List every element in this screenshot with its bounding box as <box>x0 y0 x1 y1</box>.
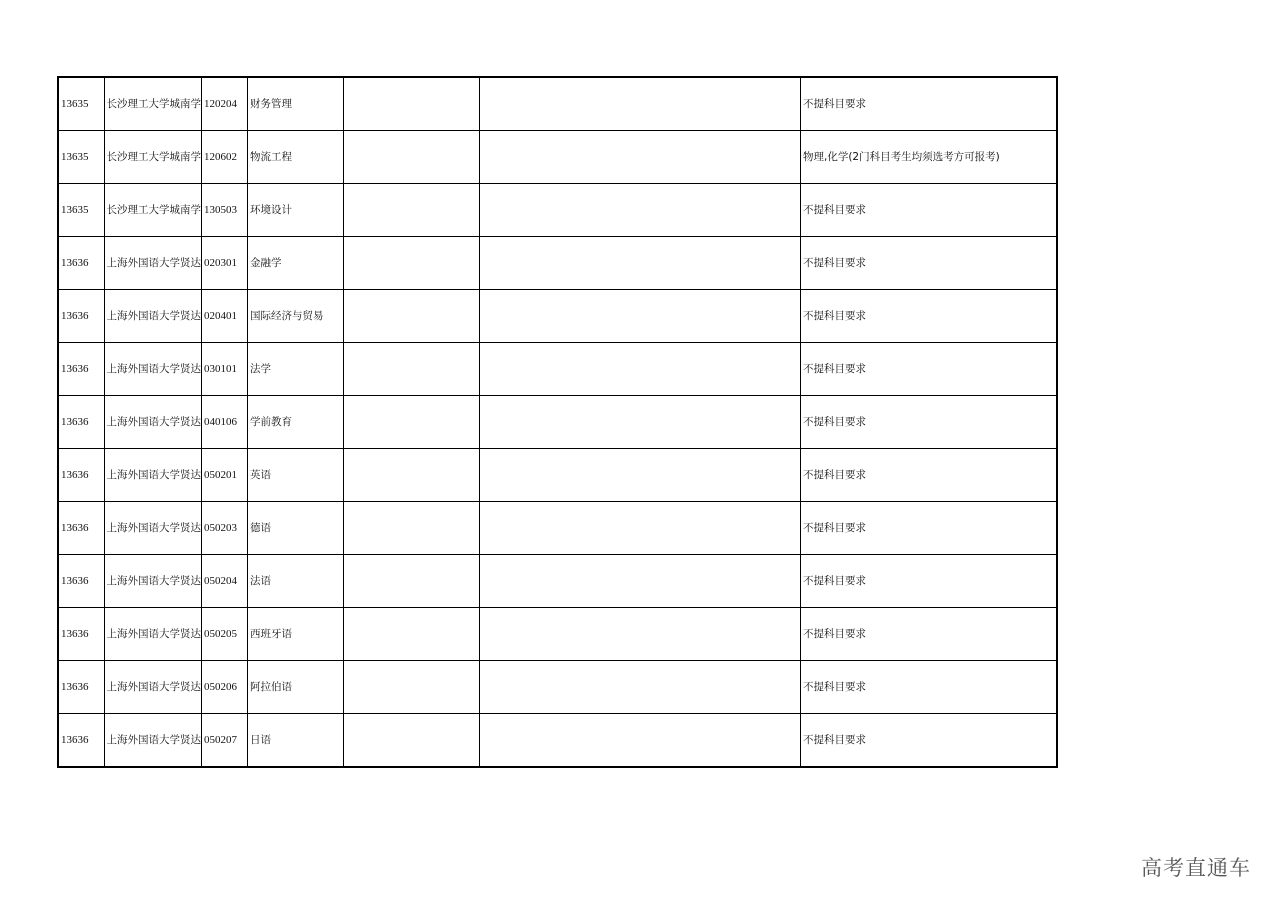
empty-cell <box>344 131 480 184</box>
table-row <box>58 131 1057 184</box>
table-row <box>58 449 1057 502</box>
major-code-cell: 050201 <box>202 449 248 502</box>
subject-requirement-cell: 不提科目要求 <box>801 77 1057 131</box>
empty-cell <box>344 77 480 131</box>
subject-requirement-cell: 不提科目要求 <box>801 502 1057 555</box>
major-code-cell: 050204 <box>202 555 248 608</box>
empty-cell <box>480 290 801 343</box>
major-name-cell: 日语 <box>248 714 344 768</box>
major-code-cell: 030101 <box>202 343 248 396</box>
empty-cell <box>344 290 480 343</box>
school-name-cell: 上海外国语大学贤达 <box>104 714 202 768</box>
table-row <box>58 184 1057 237</box>
major-name-cell: 学前教育 <box>248 396 344 449</box>
major-code-cell: 050207 <box>202 714 248 768</box>
empty-cell <box>480 502 801 555</box>
school-code-cell: 13636 <box>58 449 104 502</box>
watermark-text: 高考直通车 <box>1141 856 1251 880</box>
school-code-cell: 13636 <box>58 290 104 343</box>
major-name-cell: 西班牙语 <box>248 608 344 661</box>
major-code-cell: 120602 <box>202 131 248 184</box>
major-name-cell: 环境设计 <box>248 184 344 237</box>
table-row <box>58 502 1057 555</box>
school-code-cell: 13636 <box>58 396 104 449</box>
empty-cell <box>480 131 801 184</box>
subject-requirement-cell: 不提科目要求 <box>801 714 1057 768</box>
school-code-cell: 13635 <box>58 131 104 184</box>
school-code-cell: 13636 <box>58 608 104 661</box>
subject-requirement-cell: 不提科目要求 <box>801 237 1057 290</box>
major-code-cell: 020401 <box>202 290 248 343</box>
table-row <box>58 608 1057 661</box>
school-name-cell: 长沙理工大学城南学 <box>104 184 202 237</box>
table-row <box>58 290 1057 343</box>
table-row <box>58 555 1057 608</box>
empty-cell <box>480 608 801 661</box>
empty-cell <box>344 449 480 502</box>
major-name-cell: 财务管理 <box>248 77 344 131</box>
subject-requirement-cell: 不提科目要求 <box>801 396 1057 449</box>
empty-cell <box>480 237 801 290</box>
table-body <box>58 77 1057 767</box>
school-name-cell: 上海外国语大学贤达 <box>104 290 202 343</box>
empty-cell <box>344 608 480 661</box>
school-code-cell: 13636 <box>58 343 104 396</box>
major-name-cell: 英语 <box>248 449 344 502</box>
empty-cell <box>344 714 480 768</box>
school-name-cell: 长沙理工大学城南学 <box>104 77 202 131</box>
empty-cell <box>480 714 801 768</box>
major-name-cell: 法学 <box>248 343 344 396</box>
empty-cell <box>480 661 801 714</box>
school-code-cell: 13636 <box>58 237 104 290</box>
table-row <box>58 237 1057 290</box>
empty-cell <box>344 237 480 290</box>
empty-cell <box>344 502 480 555</box>
major-code-cell: 040106 <box>202 396 248 449</box>
subject-requirements-table <box>57 76 1058 768</box>
school-name-cell: 上海外国语大学贤达 <box>104 608 202 661</box>
school-name-cell: 上海外国语大学贤达 <box>104 449 202 502</box>
school-name-cell: 长沙理工大学城南学 <box>104 131 202 184</box>
empty-cell <box>480 555 801 608</box>
empty-cell <box>344 184 480 237</box>
table-row <box>58 661 1057 714</box>
school-code-cell: 13636 <box>58 502 104 555</box>
empty-cell <box>344 396 480 449</box>
subject-requirement-cell: 不提科目要求 <box>801 290 1057 343</box>
table-row <box>58 396 1057 449</box>
major-name-cell: 金融学 <box>248 237 344 290</box>
major-code-cell: 130503 <box>202 184 248 237</box>
school-code-cell: 13635 <box>58 77 104 131</box>
school-code-cell: 13635 <box>58 184 104 237</box>
subject-requirement-cell: 不提科目要求 <box>801 608 1057 661</box>
school-name-cell: 上海外国语大学贤达 <box>104 343 202 396</box>
major-name-cell: 法语 <box>248 555 344 608</box>
subject-requirement-cell: 物理,化学(2门科目考生均须选考方可报考) <box>801 131 1057 184</box>
major-name-cell: 德语 <box>248 502 344 555</box>
empty-cell <box>480 77 801 131</box>
subject-requirement-cell: 不提科目要求 <box>801 661 1057 714</box>
school-code-cell: 13636 <box>58 661 104 714</box>
subject-requirement-cell: 不提科目要求 <box>801 343 1057 396</box>
major-name-cell: 阿拉伯语 <box>248 661 344 714</box>
subject-requirement-cell: 不提科目要求 <box>801 449 1057 502</box>
school-name-cell: 上海外国语大学贤达 <box>104 396 202 449</box>
major-code-cell: 020301 <box>202 237 248 290</box>
empty-cell <box>480 184 801 237</box>
major-code-cell: 050206 <box>202 661 248 714</box>
empty-cell <box>480 449 801 502</box>
major-code-cell: 050203 <box>202 502 248 555</box>
school-name-cell: 上海外国语大学贤达 <box>104 661 202 714</box>
empty-cell <box>480 396 801 449</box>
major-name-cell: 国际经济与贸易 <box>248 290 344 343</box>
school-code-cell: 13636 <box>58 555 104 608</box>
table-row <box>58 714 1057 768</box>
empty-cell <box>344 555 480 608</box>
subject-requirement-cell: 不提科目要求 <box>801 184 1057 237</box>
empty-cell <box>344 661 480 714</box>
table-row <box>58 77 1057 131</box>
school-name-cell: 上海外国语大学贤达 <box>104 502 202 555</box>
school-name-cell: 上海外国语大学贤达 <box>104 237 202 290</box>
empty-cell <box>344 343 480 396</box>
major-code-cell: 120204 <box>202 77 248 131</box>
table-row <box>58 343 1057 396</box>
empty-cell <box>480 343 801 396</box>
major-code-cell: 050205 <box>202 608 248 661</box>
subject-requirement-cell: 不提科目要求 <box>801 555 1057 608</box>
school-name-cell: 上海外国语大学贤达 <box>104 555 202 608</box>
major-name-cell: 物流工程 <box>248 131 344 184</box>
school-code-cell: 13636 <box>58 714 104 768</box>
